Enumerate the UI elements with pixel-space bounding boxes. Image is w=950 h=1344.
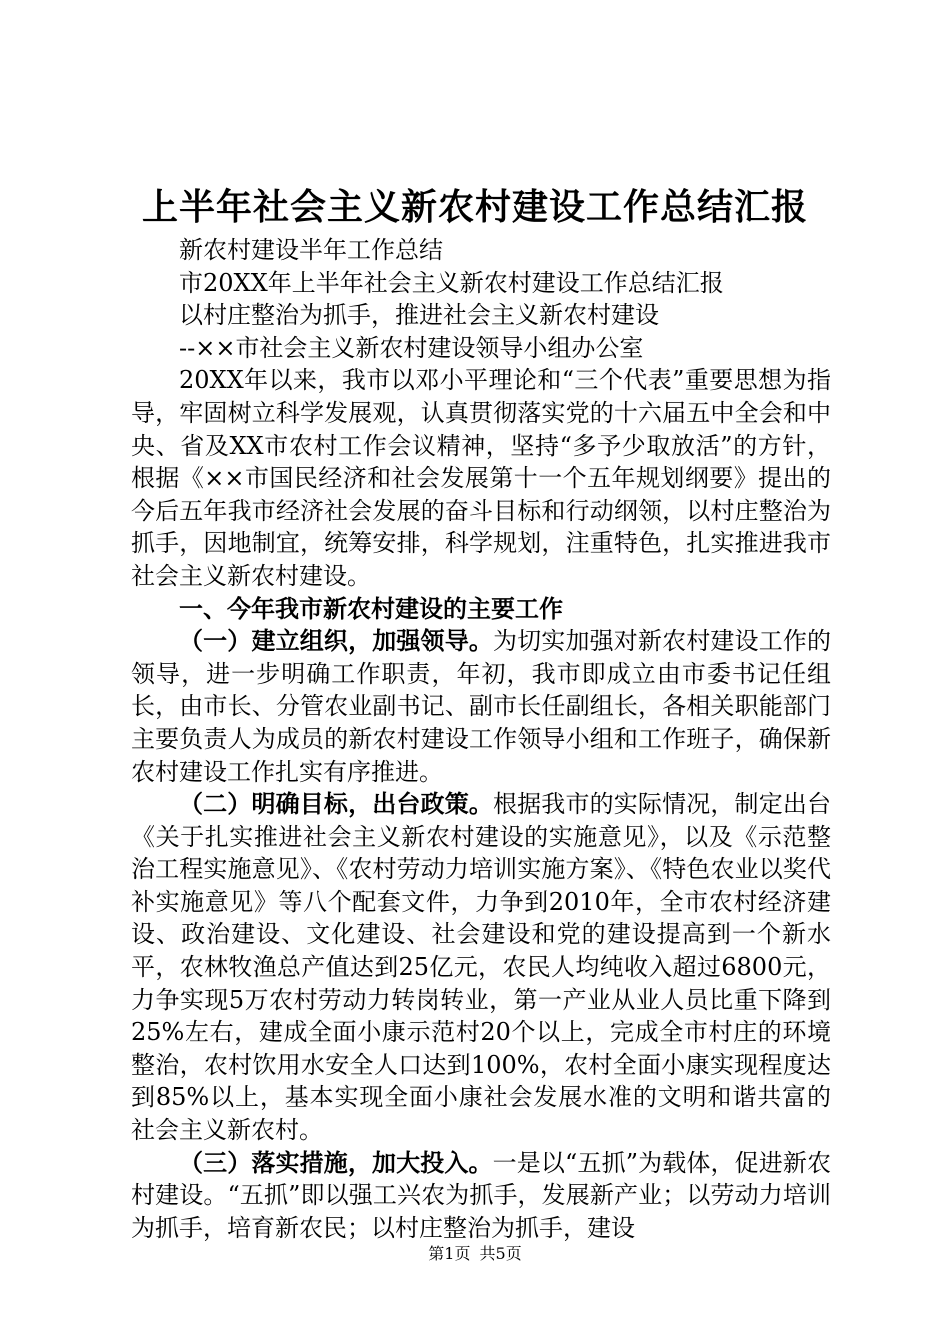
item-heading: （二）明确目标，出台政策。 — [179, 790, 493, 819]
item-body: 一是以“五抓”为载体，促进新农村建设。“五抓”即以强工兴农为抓手，发展新产业；以劳动力培训为抓手，培育新农民；以村庄整治为抓手，建设 — [131, 1148, 832, 1242]
document-title: 上半年社会主义新农村建设工作总结汇报 — [141, 187, 808, 228]
page-number: 第1页 — [428, 1244, 471, 1263]
item-paragraph — [131, 625, 831, 788]
item-body: 根据我市的实际情况，制定出台《关于扎实推进社会主义新农村建设的实施意见》，以及《示范整治工程实施意见》、《农村劳动力培训实施方案》、《特色农业以奖代补实施意见》等八个配套文件，力争到2010年，全市农村经济建设、政治建设、文化建设、社会建设和党的建设提高到一个新水平，农林牧渔总产值达到25亿元，农民人均纯收入超过6800元，力争实现5万农村劳动力转岗转业，第一产业从业人员比重下降到25%左右，建成全面小康示范村20个以上，完成全市村庄的环境整治，农村饮用水安全人口达到100%，农村全面小康实现程度达到85%以上，基本实现全面小康社会发展水准的文明和谐共富的社会主义新农村。 — [131, 790, 831, 1145]
page-footer — [0, 1244, 950, 1264]
subtitle-line: --××市社会主义新农村建设领导小组办公室 — [179, 333, 644, 362]
subtitle-line: 新农村建设半年工作总结 — [179, 236, 443, 264]
intro-paragraph: 20XX年以来，我市以邓小平理论和“三个代表”重要思想为指导，牢固树立科学发展观，认真贯彻落实党的十六届五中全会和中央、省及XX市农村工作会议精神，坚持“多予少取放活”的方针，根据《××市国民经济和社会发展第十一个五年规划纲要》提出的今后五年我市经济社会发展的奋斗目标和行动纲领，以村庄整治为抓手，因地制宜，统筹安排，科学规划，注重特色，扎实推进我市社会主义新农村建设。 — [131, 366, 831, 590]
subtitle-line: 市20XX年上半年社会主义新农村建设工作总结汇报 — [179, 268, 724, 297]
subtitle-line: 以村庄整治为抓手，推进社会主义新农村建设 — [179, 301, 659, 330]
item-paragraph — [131, 788, 831, 1147]
item-body: 为切实加强对新农村建设工作的领导，进一步明确工作职责，年初，我市即成立由市委书记任组长，由市长、分管农业副书记、副市长任副组长，各相关职能部门主要负责人为成员的新农村建设工作领导小组和工作班子，确保新农村建设工作扎实有序推进。 — [131, 627, 831, 786]
item-heading: （一）建立组织，加强领导。 — [179, 627, 493, 656]
item-paragraph — [131, 1147, 831, 1245]
page-total: 共5页 — [479, 1244, 522, 1263]
document-body — [131, 234, 831, 1244]
item-heading: （三）落实措施，加大投入。 — [179, 1148, 493, 1177]
section-heading: 一、今年我市新农村建设的主要工作 — [179, 594, 563, 623]
